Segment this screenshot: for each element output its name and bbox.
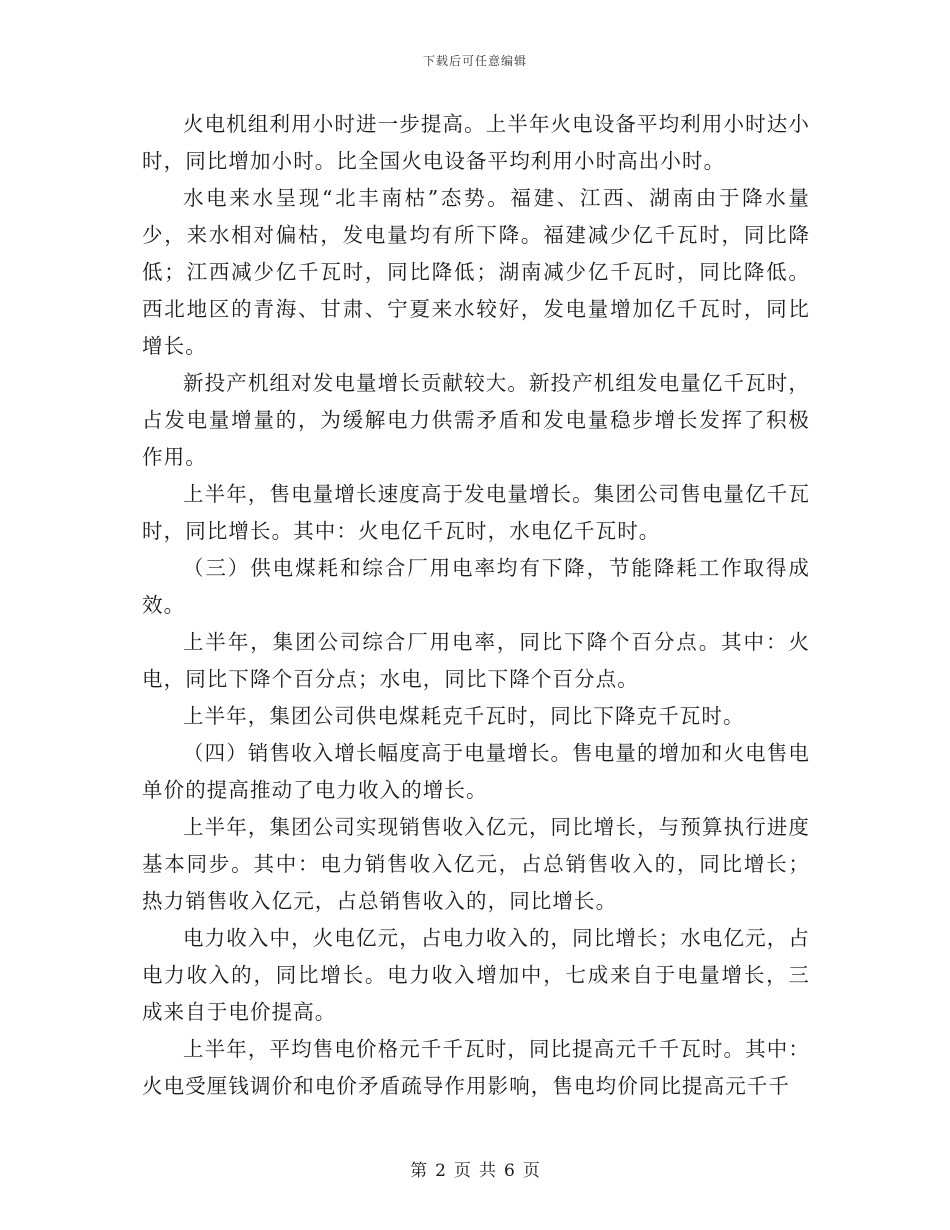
section-heading-four: （四）销售收入增长幅度高于电量增长。售电量的增加和火电售电单价的提高推动了电力收入的增长。 [142,741,810,802]
footer-total-pages: 6 [504,1161,515,1181]
paragraph-hydro-water: 水电来水呈现“北丰南枯”态势。福建、江西、湖南由于降水量少，来水相对偏枯，发电量均有所下降。福建减少亿千瓦时，同比降低；江西减少亿千瓦时，同比降低；湖南减少亿千瓦时，同比降低。西北地区的青海、甘肃、宁夏来水较好，发电量增加亿千瓦时，同比增长。 [142,186,810,358]
paragraph-thermal-hours: 火电机组利用小时进一步提高。上半年火电设备平均利用小时达小时，同比增加小时。比全国火电设备平均利用小时高出小时。 [142,112,810,173]
paragraph-power-revenue: 电力收入中，火电亿元，占电力收入的，同比增长；水电亿元，占电力收入的，同比增长。电力收入增加中，七成来自于电量增长，三成来自于电价提高。 [142,926,810,1024]
paragraph-coal-consumption: 上半年，集团公司供电煤耗克千瓦时，同比下降克千瓦时。 [183,704,745,728]
paragraph-sales-volume: 上半年，售电量增长速度高于发电量增长。集团公司售电量亿千瓦时，同比增长。其中：火电亿千瓦时，水电亿千瓦时。 [142,482,810,543]
page-footer [0,1156,950,1181]
paragraph-average-price: 上半年，平均售电价格元千千瓦时，同比提高元千千瓦时。其中：火电受厘钱调价和电价矛盾疏导作用影响，售电均价同比提高元千千 [142,1037,810,1098]
footer-total-prefix: 共 [479,1161,496,1181]
footer-prefix: 第 [410,1161,428,1181]
footer-suffix: 页 [522,1161,540,1181]
section-heading-three: （三）供电煤耗和综合厂用电率均有下降，节能降耗工作取得成效。 [142,556,810,617]
document-body [142,106,810,1105]
footer-mid: 页 [454,1161,471,1181]
footer-page-number: 2 [435,1161,446,1181]
page-header: 下载后可任意编辑 [422,54,527,68]
paragraph-plant-power-rate: 上半年，集团公司综合厂用电率，同比下降个百分点。其中：火电，同比下降个百分点；水电，同比下降个百分点。 [142,630,810,691]
paragraph-sales-revenue: 上半年，集团公司实现销售收入亿元，同比增长，与预算执行进度基本同步。其中：电力销售收入亿元，占总销售收入的，同比增长；热力销售收入亿元，占总销售收入的，同比增长。 [142,815,810,913]
paragraph-new-units: 新投产机组对发电量增长贡献较大。新投产机组发电量亿千瓦时，占发电量增量的，为缓解电力供需矛盾和发电量稳步增长发挥了积极作用。 [142,371,810,469]
